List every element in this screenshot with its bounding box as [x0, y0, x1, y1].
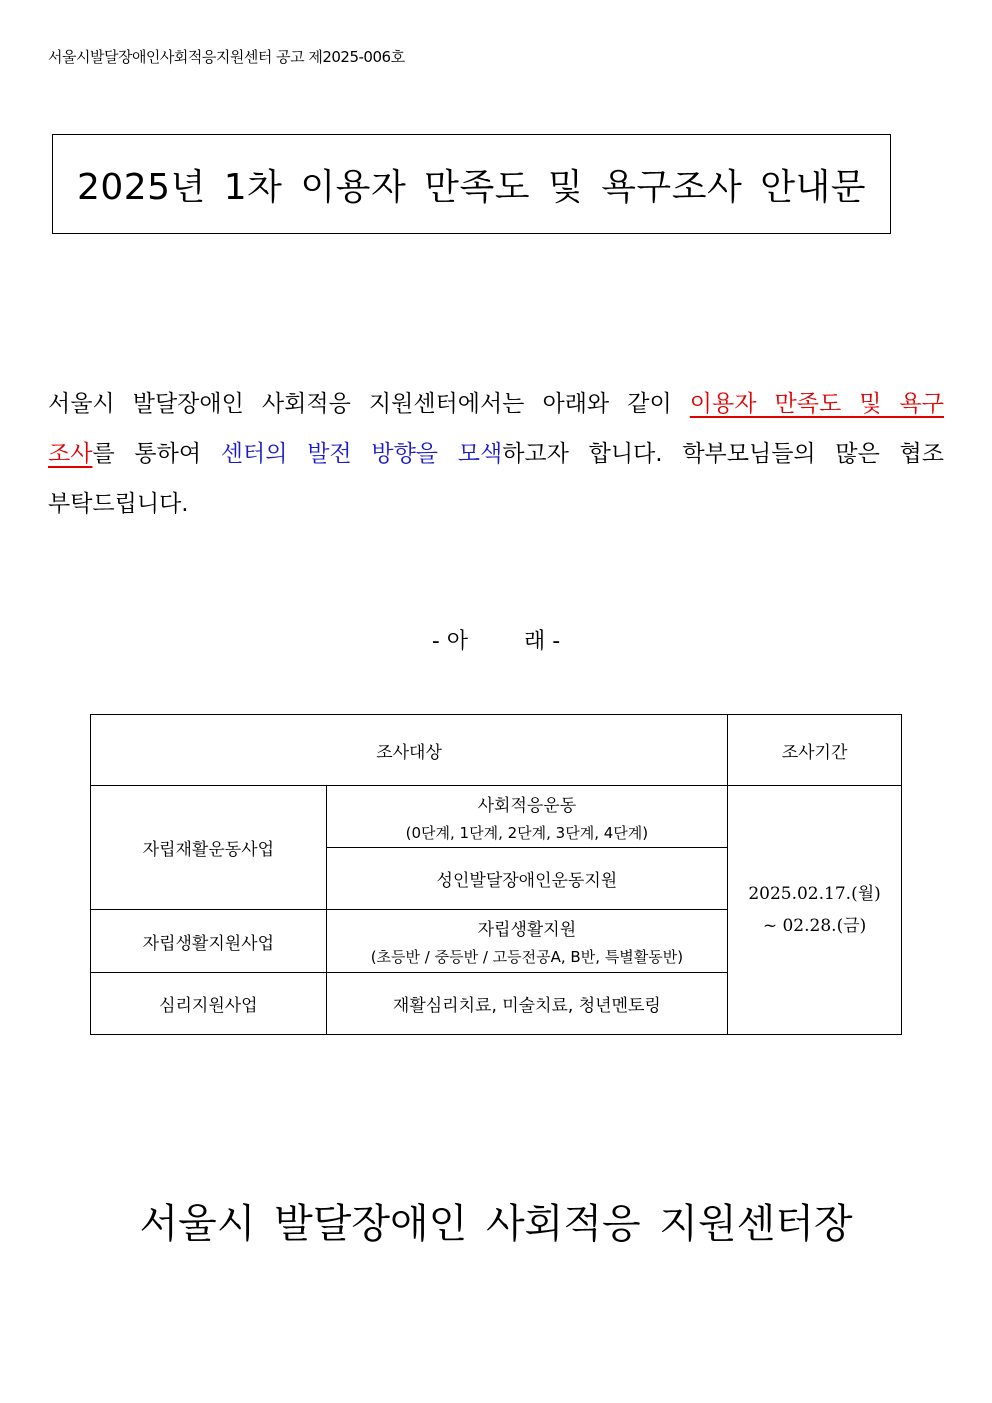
intro-text-2: 를 통하여: [92, 441, 221, 467]
program-exercise: 자립재활운동사업: [91, 786, 327, 910]
program-exercise-item-adult: 성인발달장애인운동지원: [326, 848, 727, 910]
intro-highlight-survey: 이용자 만족도 및 욕구조사: [48, 391, 944, 467]
item-detail: (초등반 / 중등반 / 고등전공A, B반, 특별활동반): [370, 948, 684, 966]
item-title: 자립생활지원: [477, 920, 577, 940]
intro-text-1: 서울시 발달장애인 사회적응 지원센터에서는 아래와 같이: [48, 391, 690, 417]
table-header-row: [91, 715, 902, 786]
item-detail: (0단계, 1단계, 2단계, 3단계, 4단계): [405, 823, 649, 842]
item-title: 사회적응운동: [477, 795, 577, 816]
program-exercise-item-adaptation: [326, 786, 727, 848]
survey-period-cell: [728, 786, 902, 1035]
intro-highlight-direction: 센터의 발전 방향을 모색: [220, 441, 503, 467]
program-psychological: 심리지원사업: [91, 973, 327, 1035]
program-independent-living: 자립생활지원사업: [91, 910, 327, 973]
program-independent-living-item: [326, 910, 727, 973]
notice-number: 서울시발달장애인사회적응지원센터 공고 제2025-006호: [48, 48, 405, 66]
table-row: [91, 786, 902, 848]
below-heading: - 아 래 -: [431, 629, 561, 654]
program-psychological-item: 재활심리치료, 미술치료, 청년멘토링: [326, 973, 727, 1035]
intro-text-3: 하고자 합니다. 학부모님들의 많은 협조 부탁드립니다.: [48, 441, 944, 517]
title-box: [52, 134, 891, 234]
header-survey-period: 조사기간: [728, 715, 902, 786]
period-start: 2025.02.17.(월): [748, 884, 881, 904]
intro-paragraph: [48, 379, 944, 529]
signature: 서울시 발달장애인 사회적응 지원센터장: [139, 1201, 853, 1247]
survey-table: [90, 714, 902, 1035]
period-end: ~ 02.28.(금): [762, 916, 867, 936]
header-survey-target: 조사대상: [91, 715, 728, 786]
document-title: 2025년 1차 이용자 만족도 및 욕구조사 안내문: [76, 166, 867, 208]
